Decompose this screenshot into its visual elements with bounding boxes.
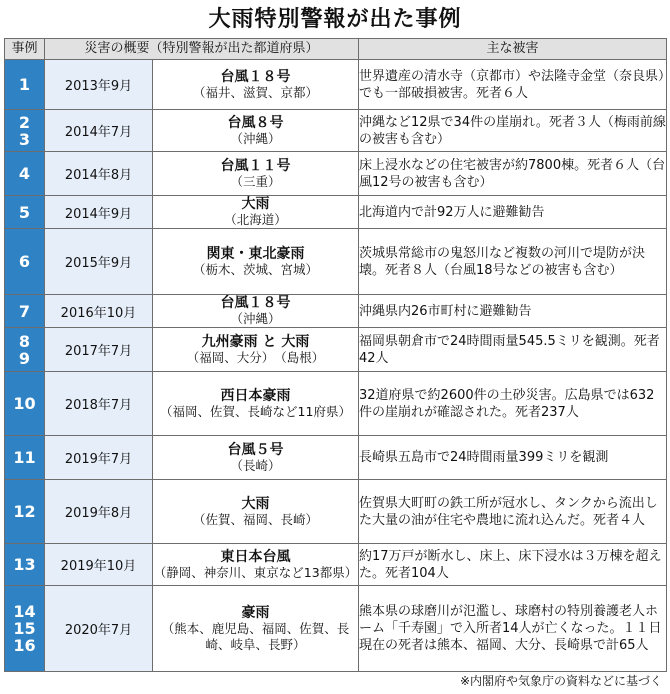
case-number: 7: [18, 301, 31, 321]
case-number-cell: [5, 152, 45, 196]
damage-description: 床上浸水などの住宅被害が約7800棟。死者６人（台風12号の被害も含む）: [359, 152, 667, 196]
table-row: [5, 544, 667, 586]
case-number: 11: [13, 448, 36, 467]
event-summary-cell: [153, 372, 359, 436]
header-summary: 災害の概要（特別警報が出た都道府県）: [45, 39, 359, 60]
case-number: 5: [18, 202, 31, 222]
case-number: 13: [13, 555, 36, 574]
case-number-cell: [5, 229, 45, 295]
case-number: 8: [18, 331, 31, 351]
event-summary-cell: [153, 152, 359, 196]
event-name: 台風１８号: [220, 295, 291, 311]
damage-description: 沖縄など12県で34件の崖崩れ。死者３人（梅雨前線の被害も含む）: [359, 110, 667, 152]
event-name: 台風８号: [227, 114, 284, 131]
event-date: 2016年10月: [45, 295, 153, 328]
header-id: 事例: [5, 39, 45, 60]
event-name: 台風１１号: [220, 157, 291, 174]
table-row: [5, 436, 667, 480]
case-number-cell: [5, 196, 45, 229]
event-prefectures: （沖縄）: [230, 130, 281, 146]
case-number-cell: [5, 436, 45, 480]
event-summary-cell: [153, 295, 359, 328]
event-prefectures: （栃木、茨城、宮城）: [193, 261, 319, 277]
case-number: 6: [18, 252, 31, 271]
event-date: 2015年9月: [45, 229, 153, 295]
event-prefectures: （三重）: [230, 173, 281, 189]
damage-description: 北海道内で計92万人に避難勧告: [359, 196, 667, 229]
table-row: [5, 372, 667, 436]
table-row: [5, 480, 667, 544]
table-row: [5, 586, 667, 672]
case-number: 14: [13, 602, 36, 621]
event-date: 2019年7月: [45, 436, 153, 480]
case-number-cell: [5, 60, 45, 110]
event-prefectures: （熊本、鹿児島、福岡、佐賀、長崎、岐阜、長野）: [161, 620, 350, 652]
event-summary-cell: [153, 544, 359, 586]
case-number: 3: [18, 129, 31, 149]
event-prefectures: （福井、滋賀、京都）: [193, 84, 319, 100]
event-prefectures: （福岡、大分） （島根）: [186, 349, 325, 365]
event-date: 2014年7月: [45, 110, 153, 152]
case-number-cell: [5, 372, 45, 436]
event-summary-cell: [153, 60, 359, 110]
case-number: 15: [13, 619, 36, 638]
event-date: 2018年7月: [45, 372, 153, 436]
event-name: 九州豪雨 と 大雨: [201, 333, 310, 350]
case-number-cell: [5, 328, 45, 372]
event-prefectures: （沖縄）: [230, 311, 281, 326]
event-name: 台風１８号: [220, 68, 291, 85]
case-number: 16: [13, 636, 36, 655]
event-name: 大雨: [241, 196, 270, 212]
damage-description: 長崎県五島市で24時間雨量399ミリを観測: [359, 436, 667, 480]
case-number: 9: [18, 348, 31, 368]
table-row: [5, 229, 667, 295]
case-number: 12: [13, 502, 36, 521]
case-number: 10: [13, 394, 36, 413]
header-row: [5, 39, 667, 60]
header-damage: 主な被害: [359, 39, 667, 60]
event-summary-cell: [153, 229, 359, 295]
event-prefectures: （福岡、佐賀、長崎など11府県）: [160, 403, 351, 419]
event-prefectures: （長崎）: [230, 457, 281, 473]
damage-description: 沖縄県内26市町村に避難勧告: [359, 295, 667, 328]
event-name: 東日本台風: [220, 548, 291, 565]
table-row: [5, 60, 667, 110]
case-number-cell: [5, 480, 45, 544]
case-number: 2: [18, 112, 31, 132]
event-date: 2014年9月: [45, 196, 153, 229]
event-name: 西日本豪雨: [220, 387, 291, 404]
event-name: 関東・東北豪雨: [206, 245, 305, 262]
source-note: ※内閣府や気象庁の資料などに基づく: [459, 674, 662, 688]
damage-description: 福岡県朝倉市で24時間雨量545.5ミリを観測。死者42人: [359, 328, 667, 372]
case-number-cell: [5, 586, 45, 672]
event-summary-cell: [153, 436, 359, 480]
table-row: [5, 196, 667, 229]
event-summary-cell: [153, 586, 359, 672]
case-number-cell: [5, 295, 45, 328]
case-number-cell: [5, 110, 45, 152]
event-name: 豪雨: [241, 604, 270, 621]
damage-description: 32道府県で約2600件の土砂災害。広島県では632件の崖崩れが確認された。死者237人: [359, 372, 667, 436]
event-summary-cell: [153, 480, 359, 544]
event-summary-cell: [153, 196, 359, 229]
event-prefectures: （北海道）: [224, 212, 287, 227]
event-summary-cell: [153, 328, 359, 372]
event-name: 台風５号: [227, 441, 284, 458]
event-name: 大雨: [241, 495, 270, 512]
damage-description: 世界遺産の清水寺（京都市）や法隆寺金堂（奈良県）でも一部破損被害。死者６人: [359, 60, 667, 110]
damage-description: 茨城県常総市の鬼怒川など複数の河川で堤防が決壊。死者８人（台風18号などの被害も含む）: [359, 229, 667, 295]
damage-description: 約17万戸が断水し、床上、床下浸水は３万棟を超えた。死者104人: [359, 544, 667, 586]
events-table: [4, 38, 667, 672]
damage-description: 熊本県の球磨川が氾濫し、球磨村の特別養護老人ホーム「千寿園」で入所者14人が亡くなった。１１日現在の死者は熊本、福岡、大分、長崎県で計65人: [359, 586, 667, 672]
page-title: 大雨特別警報が出た事例: [208, 7, 462, 32]
event-summary-cell: [153, 110, 359, 152]
table-row: [5, 152, 667, 196]
case-number: 4: [18, 164, 31, 183]
event-prefectures: （静岡、神奈川、東京など13都県）: [153, 564, 358, 580]
event-date: 2017年7月: [45, 328, 153, 372]
event-date: 2014年8月: [45, 152, 153, 196]
event-date: 2019年8月: [45, 480, 153, 544]
damage-description: 佐賀県大町町の鉄工所が冠水し、タンクから流出した大量の油が住宅や農地に流れ込んだ。死者４人: [359, 480, 667, 544]
case-number-cell: [5, 544, 45, 586]
table-row: [5, 328, 667, 372]
table-row: [5, 110, 667, 152]
event-date: 2020年7月: [45, 586, 153, 672]
event-prefectures: （佐賀、福岡、長崎）: [193, 511, 319, 527]
case-number: 1: [18, 75, 31, 94]
event-date: 2013年9月: [45, 60, 153, 110]
event-date: 2019年10月: [45, 544, 153, 586]
table-row: [5, 295, 667, 328]
